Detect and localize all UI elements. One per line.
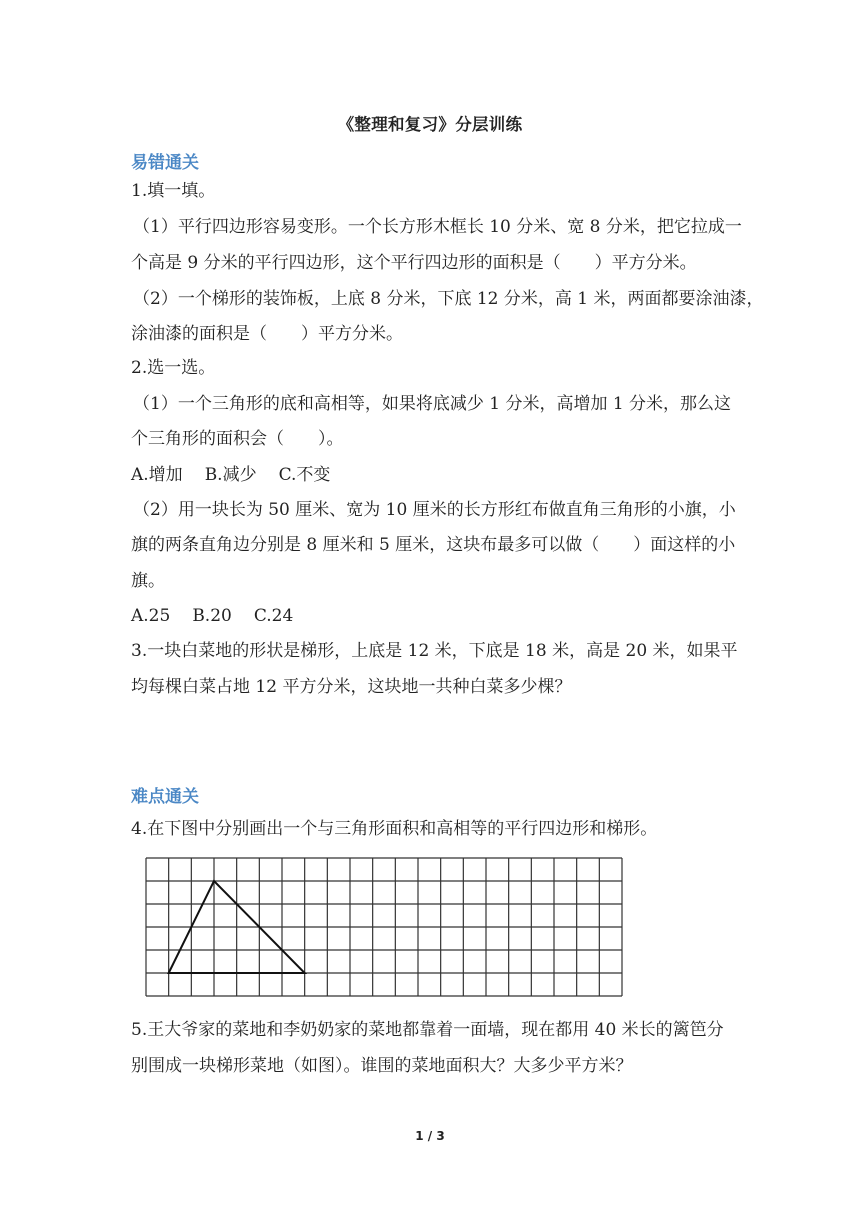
q1-part1-line1: （1）平行四边形容易变形。一个长方形木框长 10 分米、宽 8 分米，把它拉成一: [133, 217, 742, 237]
page-number: 1 / 3: [415, 1129, 445, 1143]
q2-part2-line1: （2）用一块长为 50 厘米、宽为 10 厘米的长方形红布做直角三角形的小旗，小: [133, 500, 736, 520]
q1-part2-line2: 涂油漆的面积是（ ）平方分米。: [131, 324, 403, 344]
option-b: B.20: [192, 606, 232, 626]
grid-svg: [145, 857, 623, 997]
q2-part1-options: [131, 464, 731, 486]
option-a: A.25: [131, 606, 171, 626]
option-a: A.增加: [131, 465, 183, 485]
q5-line2: 别围成一块梯形菜地（如图）。谁围的菜地面积大？大多少平方米？: [131, 1056, 633, 1076]
q2-part1-line2: 个三角形的面积会（ ）。: [131, 429, 344, 449]
q3-line2: 均每棵白菜占地 12 平方分米，这块地一共种白菜多少棵？: [131, 677, 572, 697]
q5-line1: 5.王大爷家的菜地和李奶奶家的菜地都靠着一面墙，现在都用 40 米长的篱笆分: [131, 1020, 724, 1040]
q1-part1-line2: 个高是 9 分米的平行四边形，这个平行四边形的面积是（ ）平方分米。: [131, 253, 697, 273]
section-heading-difficult: 难点通关: [131, 787, 199, 807]
page-title: 《整理和复习》分层训练: [337, 115, 523, 134]
q1-part2-line1: （2）一个梯形的装饰板，上底 8 分米，下底 12 分米，高 1 米，两面都要涂油漆，: [133, 289, 764, 309]
q2-part2-line3: 旗。: [131, 571, 165, 591]
section-heading-error-prone: 易错通关: [131, 153, 199, 173]
q2-part2-line2: 旗的两条直角边分别是 8 厘米和 5 厘米，这块布最多可以做（ ）面这样的小: [131, 535, 736, 555]
option-c: C.24: [253, 606, 294, 626]
q2-part1-line1: （1）一个三角形的底和高相等，如果将底减少 1 分米，高增加 1 分米，那么这: [133, 394, 732, 414]
q4-line1: 4.在下图中分别画出一个与三角形面积和高相等的平行四边形和梯形。: [131, 819, 658, 839]
q2-part2-options: [131, 605, 731, 627]
q3-line1: 3.一块白菜地的形状是梯形，上底是 12 米，下底是 18 米，高是 20 米，如果平: [131, 641, 738, 661]
option-c: C.不变: [278, 465, 331, 485]
option-b: B.减少: [204, 465, 257, 485]
q2-heading: 2.选一选。: [131, 358, 216, 378]
q1-heading: 1.填一填。: [131, 181, 216, 201]
grid-figure: [145, 857, 623, 997]
